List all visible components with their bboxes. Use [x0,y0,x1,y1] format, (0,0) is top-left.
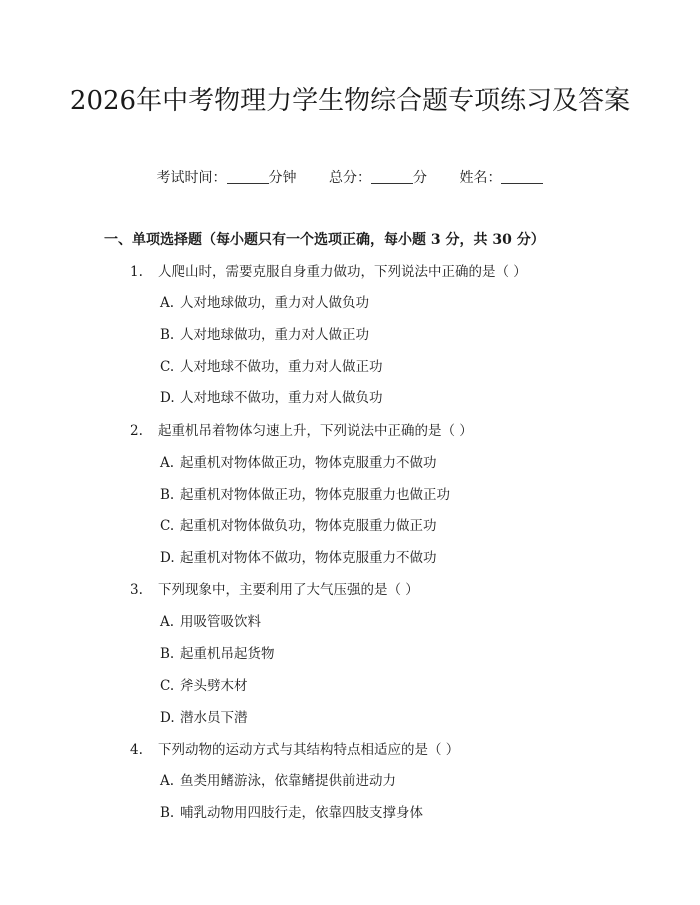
question-4 [130,740,459,760]
option-letter: C. [160,678,175,694]
question-text: 下列现象中，主要利用了大气压强的是（ ） [158,582,419,598]
option-1b [160,325,369,345]
exam-score [329,170,427,186]
option-text: 人对地球不做功，重力对人做负功 [180,390,383,406]
option-text: 用吸管吸饮料 [180,614,261,630]
time-blank [227,169,269,184]
option-1a [160,293,369,313]
exam-time [157,170,297,186]
option-letter: B. [160,327,175,343]
option-4a [160,771,396,791]
question-text: 起重机吊着物体匀速上升，下列说法中正确的是（ ） [158,423,473,439]
option-3b [160,644,275,664]
question-text: 下列动物的运动方式与其结构特点相适应的是（ ） [158,742,460,758]
option-text: 起重机对物体做正功，物体克服重力也做正功 [180,487,450,503]
option-2b [160,485,450,505]
score-blank [371,169,413,184]
option-letter: A. [160,455,175,471]
time-unit: 分钟 [268,170,297,186]
option-letter: A. [160,614,175,630]
exam-meta [0,168,700,188]
question-3 [130,580,419,600]
option-3d [160,708,248,728]
option-text: 哺乳动物用四肢行走，依靠四肢支撑身体 [180,805,423,821]
option-2a [160,453,437,473]
option-letter: C. [160,518,175,534]
option-text: 起重机对物体做正功，物体克服重力不做功 [180,455,437,471]
option-text: 人对地球做功，重力对人做正功 [180,327,369,343]
option-2c [160,516,437,536]
name-label: 姓名： [459,170,502,186]
question-number: 3. [130,582,143,598]
option-text: 起重机对物体不做功，物体克服重力不做功 [180,550,437,566]
option-4b [160,803,423,823]
option-1c [160,357,383,377]
option-3c [160,676,248,696]
option-letter: A. [160,295,175,311]
option-text: 斧头劈木材 [180,678,248,694]
option-letter: B. [160,487,175,503]
page-title: 2026年中考物理力学生物综合题专项练习及答案 [69,86,631,116]
question-2 [130,421,473,441]
option-letter: D. [160,550,175,566]
option-letter: B. [160,805,175,821]
question-number: 1. [130,264,143,280]
score-label: 总分： [329,170,371,186]
option-text: 起重机吊起货物 [180,646,275,662]
option-3a [160,612,261,632]
option-2d [160,548,437,568]
exam-name [459,170,543,186]
option-text: 潜水员下潜 [180,710,248,726]
option-1d [160,388,383,408]
option-letter: D. [160,710,175,726]
option-letter: A. [160,773,175,789]
question-1 [130,262,527,282]
option-text: 起重机对物体做负功，物体克服重力做正功 [180,518,437,534]
time-label: 考试时间： [156,170,227,186]
option-letter: B. [160,646,175,662]
question-text: 人爬山时，需要克服自身重力做功，下列说法中正确的是（ ） [158,264,527,280]
name-blank [501,169,543,184]
question-number: 4. [130,742,143,758]
option-letter: C. [160,359,175,375]
section-heading: 一、单项选择题（每小题只有一个选项正确，每小题 3 分，共 30 分） [104,232,545,248]
score-unit: 分 [413,170,427,186]
option-letter: D. [160,390,175,406]
option-text: 人对地球不做功，重力对人做正功 [180,359,383,375]
option-text: 人对地球做功，重力对人做负功 [180,295,369,311]
option-text: 鱼类用鳍游泳，依靠鳍提供前进动力 [180,773,396,789]
question-number: 2. [130,423,143,439]
